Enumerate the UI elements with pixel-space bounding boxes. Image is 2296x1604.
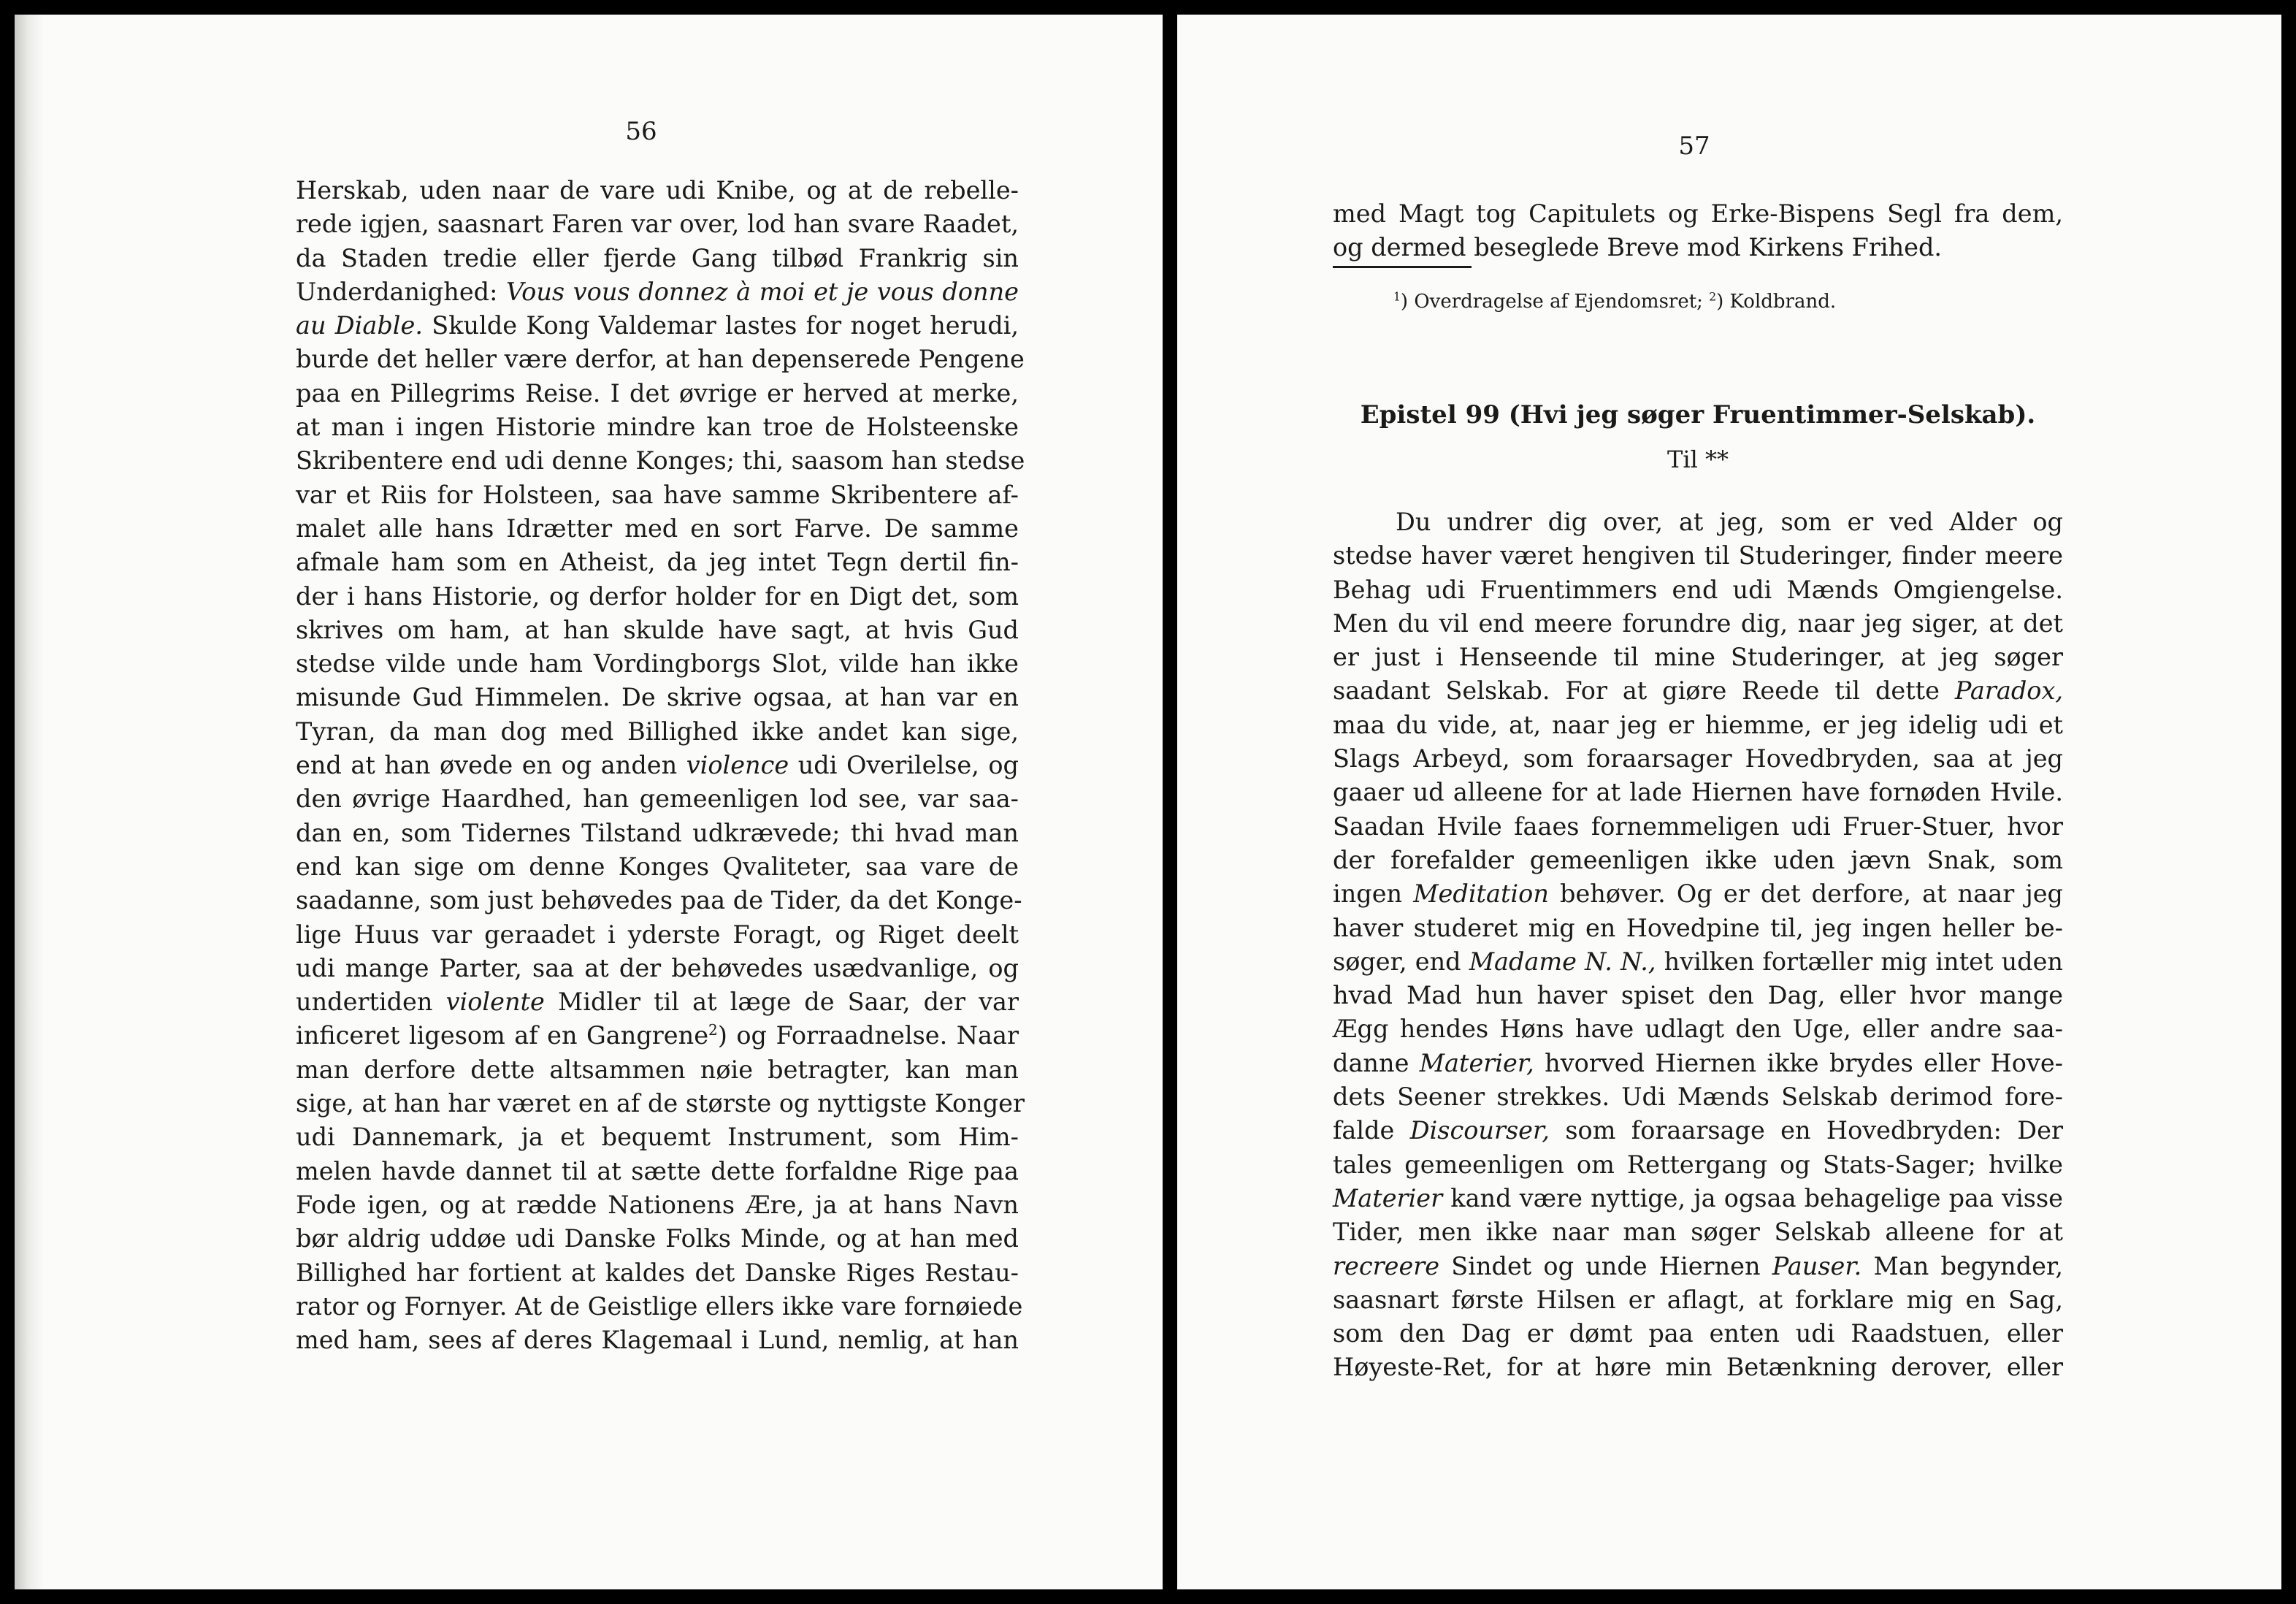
text-line: burde det heller være derfor, at han depenserede Pengene — [296, 345, 1025, 374]
text-line: stedse vilde unde ham Vordingborgs Slot, vilde han ikke — [296, 649, 1019, 679]
text-line: gaaer ud alleene for at lade Hiernen have fornøden Hvile. — [1333, 778, 2063, 807]
text-line: misunde Gud Himmelen. De skrive ogsaa, at han var en — [296, 683, 1019, 712]
text-run: behøver. Og er det derfore, at naar jeg — [1548, 879, 2063, 909]
text-line: er just i Henseende til mine Studeringer, at jeg søger — [1333, 643, 2063, 672]
left-body-text — [296, 174, 1025, 1357]
text-line: afmale ham som en Atheist, da jeg intet Tegn dertil fin- — [296, 548, 1019, 577]
italic-run: Materier — [1333, 1183, 1443, 1212]
text-line: Tider, men ikke naar man søger Selskab alleene for at — [1333, 1218, 2063, 1247]
text-line: udi Dannemark, ja et bequemt Instrument, som Him- — [296, 1123, 1019, 1152]
text-line: saasnart første Hilsen er aflagt, at forklare mig en Sag, — [1333, 1285, 2063, 1314]
epistle-addressee: Til ** — [1667, 446, 1729, 473]
footnote-text: ) Overdragelse af Ejendomsret; — [1400, 291, 1710, 313]
page-number-left: 56 — [625, 117, 657, 146]
italic-run: violente — [445, 988, 545, 1017]
text-line: Slags Arbeyd, som foraarsager Hovedbryden, saa at jeg — [1333, 744, 2063, 774]
text-line: saadanne, som just behøvedes paa de Tider, da det Konge- — [296, 886, 1022, 915]
text-line: Saadan Hvile faaes fornemmeligen udi Fruer-Stuer, hvor — [1333, 811, 2063, 841]
text-run: hvorved Hiernen ikke brydes eller Hove- — [1534, 1048, 2063, 1077]
text-line: med Magt tog Capitulets og Erke-Bispens Segl fra dem, — [1333, 199, 2063, 228]
epistle-title: Epistel 99 (Hvi jeg søger Fruentimmer-Selskab). — [1360, 400, 2036, 429]
text-run: som foraarsage en Hovedbryden: Der — [1550, 1116, 2063, 1145]
footnote-text: ) Koldbrand. — [1716, 291, 1837, 313]
text-line — [1333, 1182, 2063, 1215]
text-line — [1333, 1114, 2063, 1147]
text-run: Sindet og unde Hiernen — [1439, 1251, 1772, 1280]
right-continuation-text — [1333, 197, 2063, 265]
text-run: udi Overilelse, og — [789, 751, 1019, 780]
text-line: Høyeste-Ret, for at høre min Betænkning derover, eller — [1333, 1353, 2063, 1382]
italic-run: Paradox, — [1954, 676, 2063, 706]
epistle-body-text — [1333, 505, 2063, 1385]
text-line: haver studeret mig en Hovedpine til, jeg ingen heller be- — [1333, 913, 2063, 942]
text-run: Underdanighed: — [296, 277, 507, 306]
text-run: kand være nyttige, ja ogsaa behagelige paa visse — [1442, 1183, 2063, 1212]
text-line: melen havde dannet til at sætte dette forfaldne Rige paa — [296, 1156, 1019, 1185]
text-line: da Staden tredie eller fjerde Gang tilbød Frankrig sin — [296, 243, 1019, 272]
text-run: Skulde Kong Valdemar lastes for noget herudi, — [423, 311, 1019, 340]
text-line: Billighed har fortient at kaldes det Danske Riges Restau- — [296, 1258, 1019, 1287]
text-line — [1333, 945, 2063, 979]
text-run: Midler til at læge de Saar, der var — [544, 988, 1019, 1017]
text-line: skrives om ham, at han skulde have sagt, at hvis Gud — [296, 615, 1019, 644]
text-line: dan en, som Tidernes Tilstand udkrævede; thi hvad man — [296, 818, 1019, 847]
text-run: Man begynder, — [1861, 1251, 2063, 1280]
text-line: med ham, sees af deres Klagemaal i Lund, nemlig, at han — [296, 1326, 1019, 1355]
footnote-marker: 2 — [708, 1021, 718, 1039]
text-line: rator og Fornyer. At de Geistlige ellers ikke vare fornøiede — [296, 1291, 1023, 1321]
text-line: at man i ingen Historie mindre kan troe de Holsteenske — [296, 413, 1019, 442]
text-line: Ægg hendes Høns have udlagt den Uge, eller andre saa- — [1333, 1015, 2063, 1044]
text-run: ingen — [1333, 879, 1414, 909]
text-run: falde — [1333, 1116, 1410, 1145]
text-line: man derfore dette altsammen nøie betragter, kan man — [296, 1055, 1019, 1084]
text-run: ) og Forraadnelse. Naar — [717, 1021, 1019, 1050]
text-line — [1333, 1047, 2063, 1080]
text-line: dets Seener strekkes. Udi Mænds Selskab derimod fore- — [1333, 1082, 2063, 1112]
text-line: og dermed beseglede Breve mod Kirkens Frihed. — [1333, 233, 1943, 262]
text-run: danne — [1333, 1048, 1420, 1077]
italic-run: Vous vous donnez à moi et je vous donne — [506, 277, 1019, 306]
text-line: der forefalder gemeenligen ikke uden jævn Snak, som — [1333, 845, 2063, 874]
text-line: tales gemeenligen om Rettergang og Stats-Sager; hvilke — [1333, 1150, 2063, 1179]
italic-run: violence — [686, 751, 789, 780]
text-line: Skribentere end udi denne Konges; thi, saasom han stedse — [296, 446, 1025, 476]
text-line: Du undrer dig over, at jeg, som er ved Alder og — [1396, 508, 2063, 536]
right-page — [1177, 15, 2281, 1589]
italic-run: Meditation — [1413, 879, 1549, 909]
text-line: hvad Mad hun haver spiset den Dag, eller hvor mange — [1333, 981, 2063, 1010]
text-line: bør aldrig uddøe udi Danske Folks Minde, og at han med — [296, 1224, 1019, 1253]
text-line: maa du vide, at, naar jeg er hiemme, er jeg idelig udi et — [1333, 710, 2063, 739]
text-line: var et Riis for Holsteen, saa have samme Skribentere af- — [296, 480, 1019, 509]
text-line: Herskab, uden naar de vare udi Knibe, og at de rebelle- — [296, 176, 1019, 205]
text-line: Fode igen, og at rædde Nationens Ære, ja at hans Navn — [296, 1190, 1019, 1219]
text-line: stedse haver været hengiven til Studeringer, finder meere — [1333, 541, 2063, 570]
text-run: saadant Selskab. For at giøre Reede til dette — [1333, 676, 1955, 706]
text-run: inficeret ligesom af en Gangrene — [296, 1021, 709, 1050]
text-line: Tyran, da man dog med Billighed ikke andet kan sige, — [296, 717, 1019, 746]
text-line — [296, 275, 1019, 309]
text-line: som den Dag er dømt paa enten udi Raadstuen, eller — [1333, 1319, 2063, 1348]
text-run: end at han øvede en og anden — [296, 751, 686, 780]
left-page — [15, 15, 1163, 1589]
text-line: end kan sige om denne Konges Qvaliteter, saa vare de — [296, 852, 1019, 881]
italic-run: Pauser. — [1772, 1251, 1862, 1280]
text-run: undertiden — [296, 988, 446, 1017]
text-line — [296, 985, 1019, 1019]
text-line: malet alle hans Idrætter med en sort Farve. De samme — [296, 513, 1019, 543]
footnote-marker: 1 — [1393, 290, 1401, 304]
text-line: udi mange Parter, saa at der behøvedes usædvanlige, og — [296, 953, 1019, 982]
italic-run: Discourser, — [1409, 1116, 1550, 1145]
text-line: rede igjen, saasnart Faren var over, lod han svare Raadet, — [296, 210, 1019, 239]
text-run: hvilken fortæller mig intet uden — [1656, 947, 2063, 976]
text-line: Behag udi Fruentimmers end udi Mænds Omgiengelse. — [1333, 575, 2063, 604]
italic-run: au Diable. — [296, 311, 423, 340]
text-line — [296, 1019, 1019, 1053]
text-line — [1333, 674, 2063, 708]
footnotes — [1393, 291, 1836, 313]
text-line: lige Huus var geraadet i yderste Foragt, og Riget deelt — [296, 920, 1019, 949]
text-line: der i hans Historie, og derfor holder for en Digt det, som — [296, 581, 1019, 611]
text-line — [296, 309, 1019, 343]
text-run: søger, end — [1333, 947, 1469, 976]
text-line — [296, 749, 1019, 782]
text-line — [1333, 1250, 2063, 1283]
footnote-rule — [1333, 266, 1472, 268]
text-line — [1333, 877, 2063, 911]
footnote-marker: 2 — [1709, 290, 1717, 304]
text-line: Men du vil end meere forundre dig, naar jeg siger, at det — [1333, 608, 2063, 638]
text-line: paa en Pillegrims Reise. I det øvrige er herved at merke, — [296, 378, 1019, 408]
text-line: den øvrige Haardhed, han gemeenligen lod see, var saa- — [296, 784, 1019, 814]
italic-run: Madame N. N., — [1469, 947, 1656, 976]
page-number-right: 57 — [1678, 131, 1710, 161]
page-edge-shadow — [15, 15, 44, 1589]
italic-run: recreere — [1333, 1251, 1440, 1280]
text-line: sige, at han har været en af de største og nyttigste Konger — [296, 1089, 1025, 1118]
italic-run: Materier, — [1419, 1048, 1534, 1077]
